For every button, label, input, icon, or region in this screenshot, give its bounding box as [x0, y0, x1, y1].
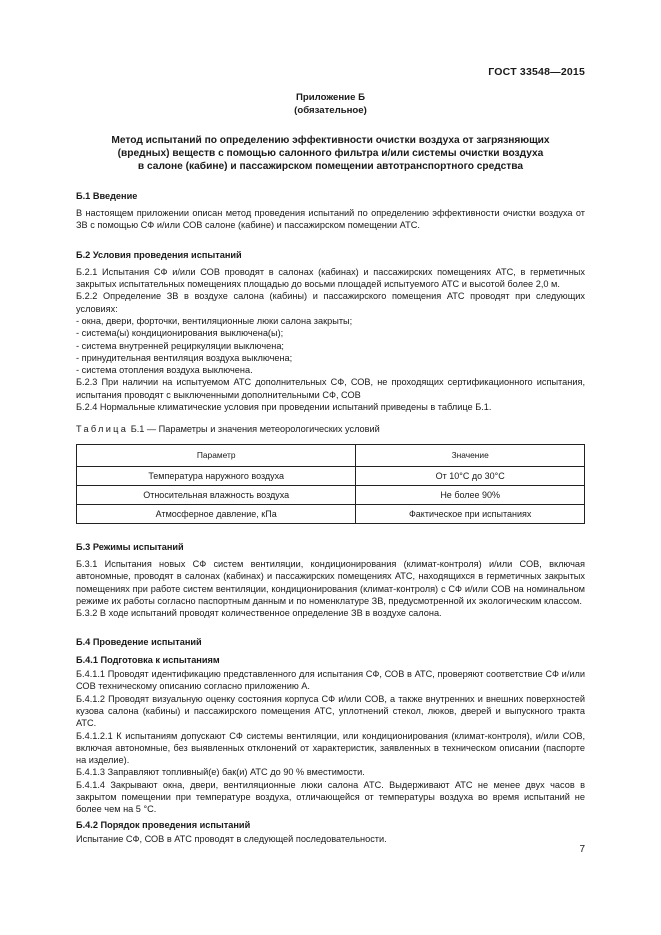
- table-cell: Относительная влажность воздуха: [77, 485, 356, 504]
- list-item: - система внутренней рециркуляции выключена;: [76, 340, 284, 351]
- table-row: [77, 485, 585, 504]
- table-caption: [76, 423, 585, 435]
- paragraph-b23: Б.2.3 При наличии на испытуемом АТС дополнительных СФ, СОВ, не проходящих сертификационного испытания, испытания проводят с выключенными дополнительными СФ, СОВ: [76, 377, 585, 400]
- column-header-parameter: Параметр: [77, 444, 356, 466]
- section-heading-introduction: Б.1 Введение: [76, 190, 138, 201]
- table-caption-text: Б.1 — Параметры и значения метеорологических условий: [130, 424, 380, 435]
- subsection-heading-order: Б.4.2 Порядок проведения испытаний: [76, 819, 251, 830]
- list-item: - окна, двери, форточки, вентиляционные люки салона закрыты;: [76, 315, 353, 326]
- table-cell: Температура наружного воздуха: [77, 466, 356, 485]
- appendix-subtitle: (обязательное): [294, 104, 367, 116]
- paragraph-b412: Б.4.1.2 Проводят визуальную оценку состояния корпуса СФ и/или СОВ, а также внутренних и внешних поверхностей кузова салона (кабины) и пассажирского помещения АТС, уплотнений стекол, люков, дверей и выпускного тракта АТС.: [76, 693, 585, 729]
- paragraph-b22: Б.2.2 Определение ЗВ в воздухе салона (кабины) и пассажирского помещения АТС проводят при следующих условиях:: [76, 291, 585, 314]
- page-content: [76, 92, 585, 845]
- paragraph-b31: Б.3.1 Испытания новых СФ систем вентиляции, кондиционирования (климат-контроля) и/или СОВ, включая автономные, проводят в салонах (кабинах) и пассажирских помещениях АТС, находящихся в герметичных закрытых помещениях при работе систем вентиляции, кондиционирования (климат-контроля) с СФ и/или СОВ на номинальном режиме их работы согласно паспортным данным и по номенклатуре ЗВ, предусмотренной их экологическим классом.: [76, 558, 585, 606]
- section-heading-procedure: Б.4 Проведение испытаний: [76, 637, 202, 648]
- method-title-line: в салоне (кабине) и пассажирском помещении автотранспортного средства: [137, 161, 524, 173]
- method-title: [76, 134, 585, 174]
- conditions-list: [76, 315, 585, 376]
- paragraph-b411: Б.4.1.1 Проводят идентификацию представленного для испытания СФ, СОВ в АТС, проверяют соответствие СФ и/или СОВ техническому описанию согласно приложению А.: [76, 669, 585, 692]
- introduction-text-content: В настоящем приложении описан метод проведения испытаний по определению эффективности очистки воздуха от ЗВ с помощью СФ и/или СОВ салоне (кабине) и пассажирском помещении АТС.: [76, 207, 585, 231]
- appendix-title: Приложение Б: [296, 92, 365, 103]
- table-row: [77, 504, 585, 523]
- table-caption-word: Таблица: [76, 424, 129, 435]
- method-title-line: (вредных) веществ с помощью салонного фильтра и/или системы очистки воздуха: [117, 148, 544, 160]
- table-cell: От 10°С до 30°С: [356, 466, 585, 485]
- table-cell: Не более 90%: [356, 485, 585, 504]
- paragraph-b32: Б.3.2 В ходе испытаний проводят количественное определение ЗВ в воздухе салона.: [76, 608, 442, 619]
- table-cell: Фактическое при испытаниях: [356, 504, 585, 523]
- column-header-value: Значение: [356, 444, 585, 466]
- table-row: [77, 466, 585, 485]
- introduction-text: [76, 207, 585, 232]
- subsection-heading-preparation: Б.4.1 Подготовка к испытаниям: [76, 654, 220, 665]
- section-heading-conditions: Б.2 Условия проведения испытаний: [76, 249, 242, 260]
- list-item: - система(ы) кондиционирования выключена(ы);: [76, 328, 284, 339]
- paragraph-order-text: Испытание СФ, СОВ в АТС проводят в следующей последовательности.: [76, 833, 387, 844]
- method-title-line: Метод испытаний по определению эффективности очистки воздуха от загрязняющих: [111, 135, 550, 146]
- standard-header: ГОСТ 33548—2015: [488, 66, 585, 78]
- page-number: 7: [579, 844, 585, 855]
- paragraph-b24: Б.2.4 Нормальные климатические условия при проведении испытаний приведены в таблице Б.1.: [76, 402, 492, 413]
- paragraph-b21: Б.2.1 Испытания СФ и/или СОВ проводят в салонах (кабинах) и пассажирских помещениях АТС, в герметичных закрытых испытательных помещениях площадью до восьми площадей испытуемого АТС и высотой более 2,0 м.: [76, 266, 585, 290]
- paragraph-b414: Б.4.1.4 Закрывают окна, двери, вентиляционные люки салона АТС. Выдерживают АТС не менее двух часов в закрытом помещении при температуре воздуха, отличающейся от температуры воздуха во время испытаний не более чем на 5 °С.: [76, 779, 585, 815]
- table-cell: Атмосферное давление, кПа: [77, 504, 356, 523]
- section-heading-modes: Б.3 Режимы испытаний: [76, 541, 184, 552]
- list-item: - принудительная вентиляция воздуха выключена;: [76, 352, 293, 363]
- table-header-row: [77, 444, 585, 466]
- meteorological-conditions-table: [76, 444, 585, 524]
- list-item: - система отопления воздуха выключена.: [76, 365, 253, 376]
- paragraph-b4121: Б.4.1.2.1 К испытаниям допускают СФ системы вентиляции, или кондиционирования (климат-контроля), и/или СОВ, включая автономные, без выявленных отклонений от характеристик, заявленных в техническом описании (паспорте на изделие).: [76, 730, 585, 766]
- paragraph-b413: Б.4.1.3 Заправляют топливный(е) бак(и) АТС до 90 % вместимости.: [76, 767, 365, 778]
